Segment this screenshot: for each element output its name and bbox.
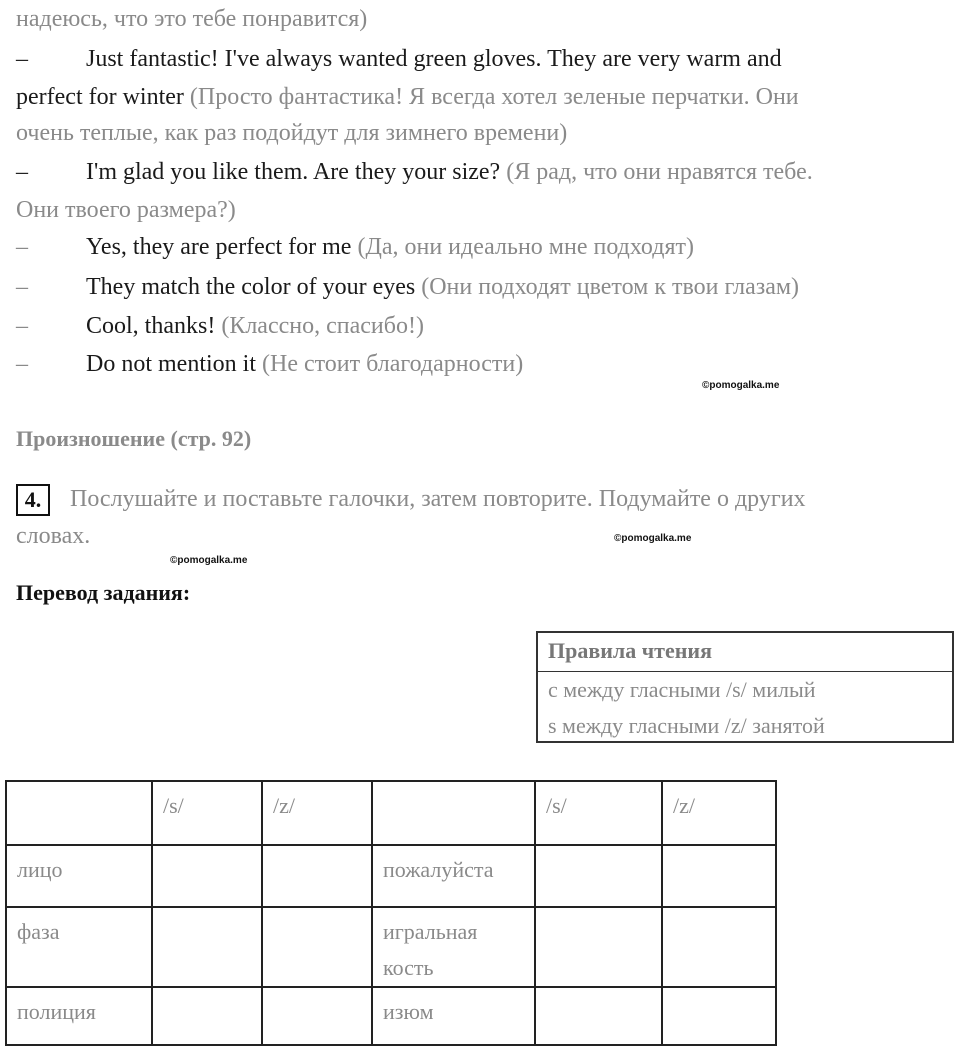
table-cell-word: пожалуйста (372, 845, 535, 907)
dialogue-item (86, 311, 424, 341)
dash: – (16, 274, 28, 300)
dash: – (16, 46, 28, 72)
dialogue-line-1-ru-cont: очень теплые, как раз подойдут для зимнего времени) (16, 120, 568, 146)
dialogue-line-2-en: I'm glad you like them. Are they your size? (86, 159, 501, 185)
dash: – (16, 351, 28, 377)
dialogue-item-en: Do not mention it (86, 351, 256, 377)
dialogue-line-1-en2: perfect for winter (16, 84, 184, 110)
table-header-cell: /s/ (152, 781, 262, 845)
reading-rules-title: Правила чтения (538, 633, 952, 672)
dialogue-item-ru: (Не стоит благодарности) (256, 351, 524, 377)
table-header-cell (372, 781, 535, 845)
dialogue-line-2-ru-cont: Они твоего размера?) (16, 197, 236, 223)
dialogue-line-1-ru: (Просто фантастика! Я всегда хотел зеленые перчатки. Они (183, 84, 799, 110)
dialogue-item (86, 232, 694, 262)
table-header-cell: /z/ (262, 781, 372, 845)
task-text: Послушайте и поставьте галочки, затем повторите. Подумайте о других (70, 486, 806, 512)
table-cell-check[interactable] (662, 987, 776, 1045)
table-cell-check[interactable] (262, 845, 372, 907)
dialogue-item-en: Yes, they are perfect for me (86, 234, 352, 260)
table-header-cell: /s/ (535, 781, 662, 845)
table-cell-check[interactable] (262, 987, 372, 1045)
table-header-row (6, 781, 776, 845)
dialogue-item-ru: (Да, они идеально мне подходят) (351, 234, 694, 260)
table-cell-check[interactable] (152, 907, 262, 987)
table-cell-check[interactable] (262, 907, 372, 987)
reading-rule: s между гласными /z/ занятой (548, 713, 825, 738)
dialogue-item (86, 349, 523, 379)
reading-rule: с между гласными /s/ милый (548, 677, 816, 702)
dash: – (16, 313, 28, 339)
table-row (6, 845, 776, 907)
dialogue-item-en: They match the color of your eyes (86, 274, 416, 300)
table-cell-word: фаза (6, 907, 152, 987)
table-cell-check[interactable] (662, 845, 776, 907)
dialogue-item-en: Cool, thanks! (86, 313, 216, 339)
table-cell-check[interactable] (152, 987, 262, 1045)
dialogue-item-ru: (Они подходят цветом к твои глазам) (415, 274, 800, 300)
task-number: 4. (16, 484, 50, 516)
watermark: ©pomogalka.me (702, 380, 780, 391)
table-cell-check[interactable] (152, 845, 262, 907)
dialogue-line-1-cont (16, 82, 799, 112)
table-cell-check[interactable] (535, 987, 662, 1045)
dash: – (16, 159, 28, 185)
dialogue-line-1-en: Just fantastic! I've always wanted green gloves. They are very warm and (86, 46, 782, 72)
dash: – (16, 234, 28, 260)
dialogue-line-2 (86, 157, 813, 187)
dialogue-line-2-ru: (Я рад, что они нравятся тебе. (500, 159, 813, 185)
table-row (6, 907, 776, 987)
table-cell-check[interactable] (535, 845, 662, 907)
dialogue-item (86, 272, 799, 302)
translation-heading: Перевод задания: (16, 580, 191, 605)
table-cell-check[interactable] (535, 907, 662, 987)
table-cell-word: лицо (6, 845, 152, 907)
task-text-cont: словах. (16, 523, 91, 549)
section-title: Произношение (стр. 92) (16, 426, 252, 451)
dialogue-item-ru: (Классно, спасибо!) (215, 313, 424, 339)
table-cell-word: полиция (6, 987, 152, 1045)
watermark: ©pomogalka.me (614, 533, 692, 544)
table-cell-word: изюм (372, 987, 535, 1045)
table-header-cell (6, 781, 152, 845)
reading-rules-box (536, 631, 954, 743)
table-cell-check[interactable] (662, 907, 776, 987)
watermark: ©pomogalka.me (170, 555, 248, 566)
pronunciation-table (5, 780, 777, 1046)
dialogue-line-0: надеюсь, что это тебе понравится) (16, 6, 368, 32)
table-cell-word: игральная кость (372, 907, 535, 987)
table-row (6, 987, 776, 1045)
table-header-cell: /z/ (662, 781, 776, 845)
